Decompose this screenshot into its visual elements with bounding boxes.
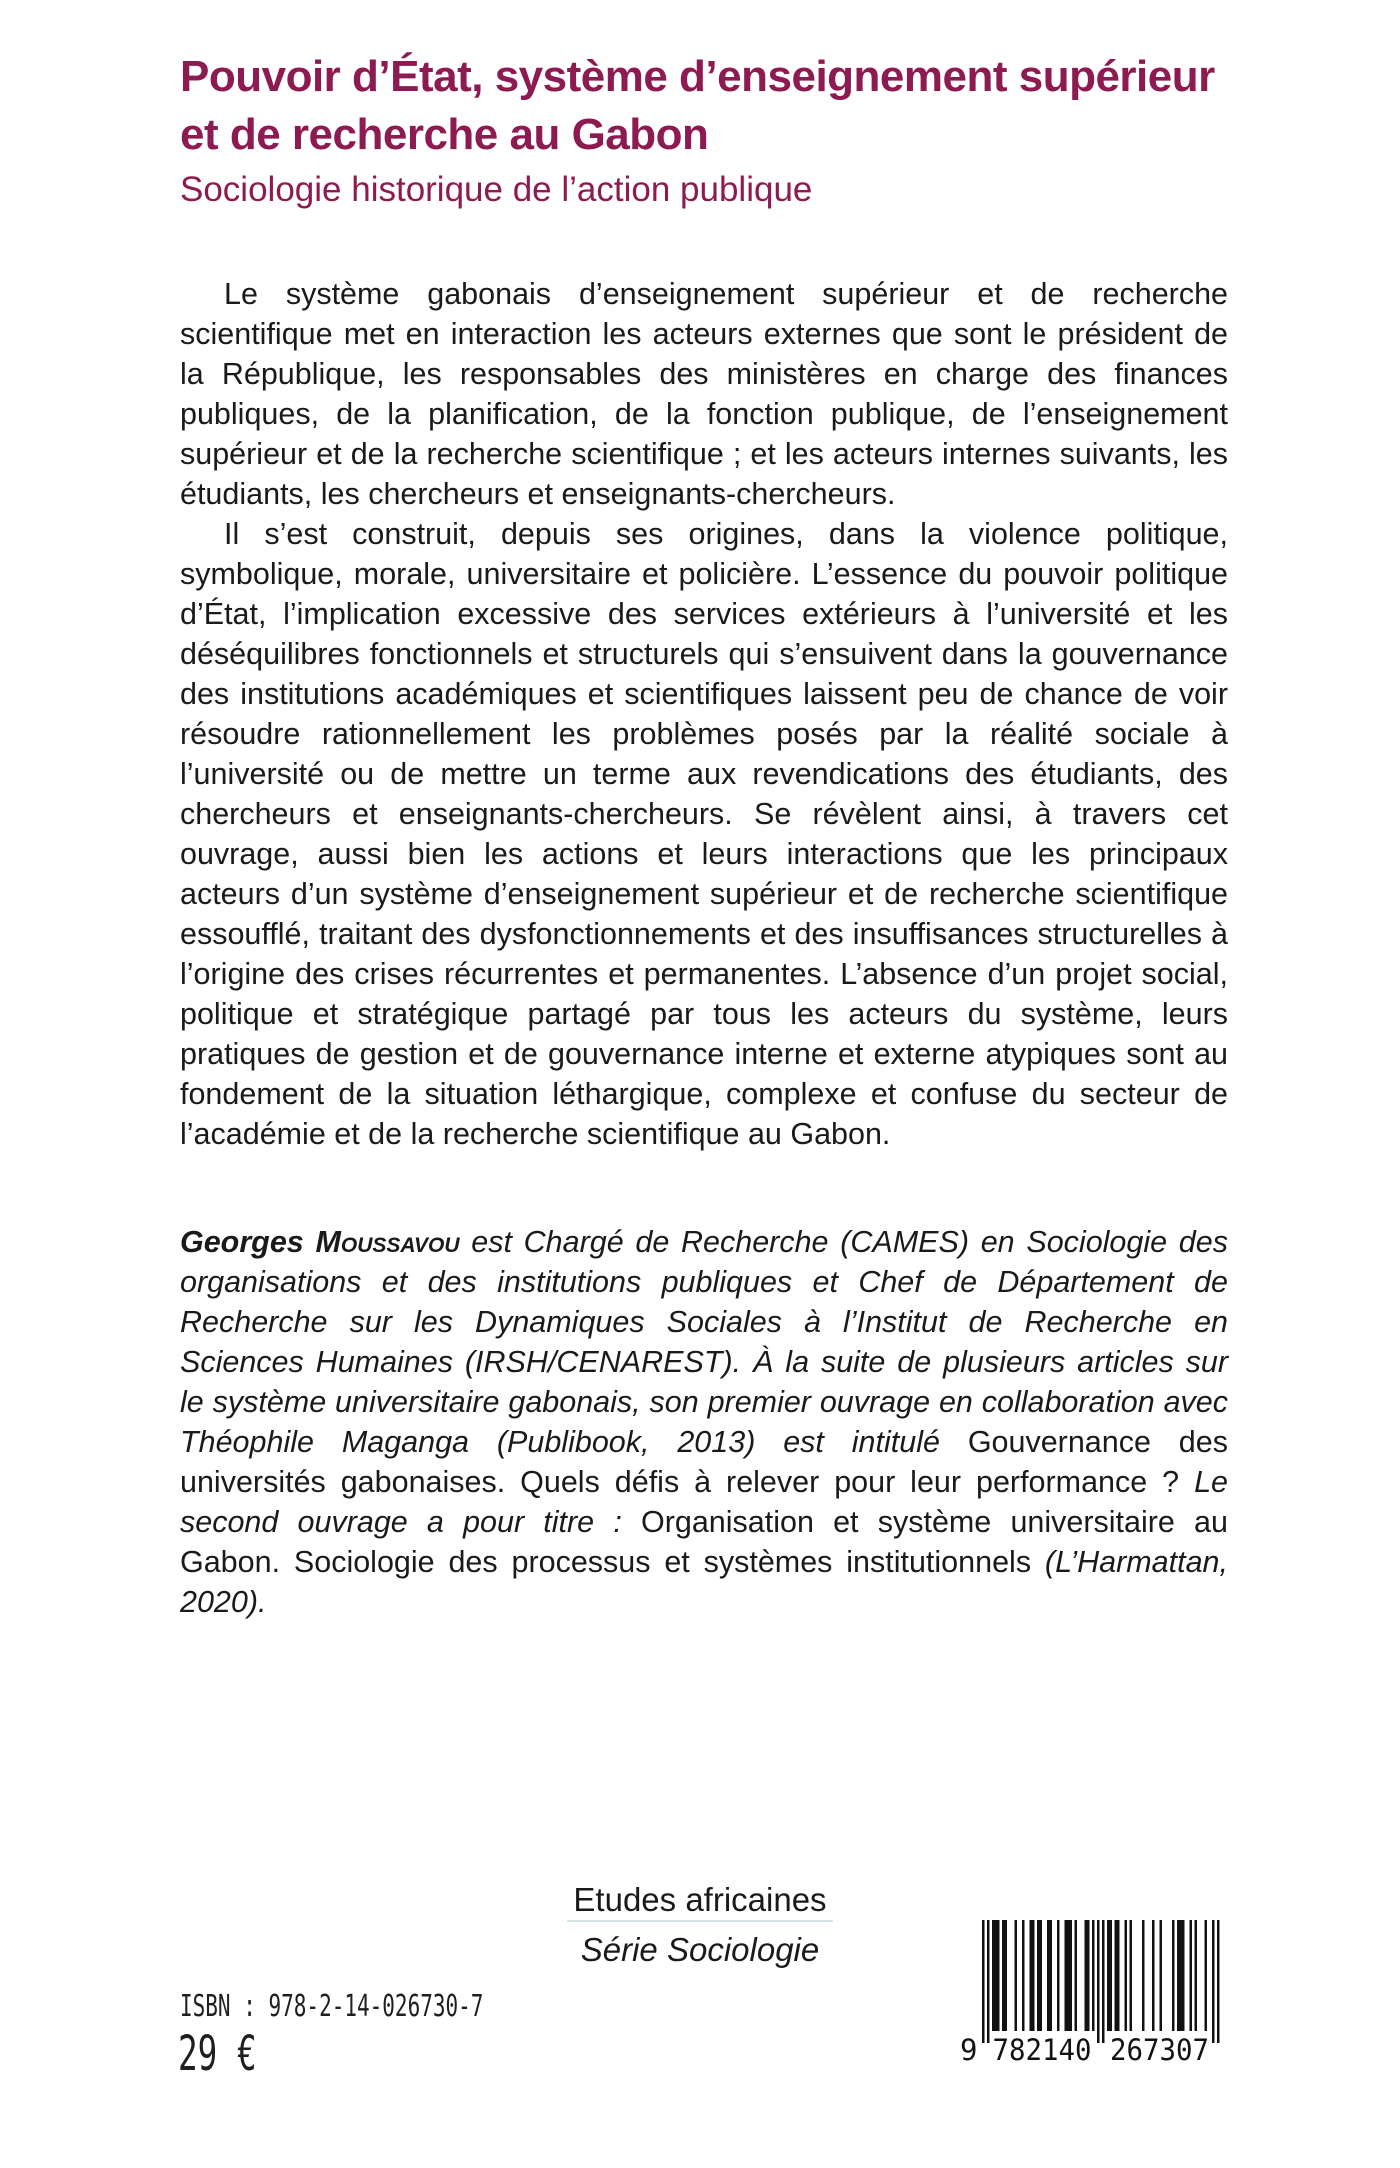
author-last-name: Moussavou <box>315 1225 460 1259</box>
cited-book-title-1: Gouvernance des universités gabonaises. Quels défis à relever pour leur performance ? <box>180 1425 1228 1499</box>
bio-segment-1: est Chargé de Recherche (CAMES) en Sociologie des organisations et des institutions publiques et Chef de Département de Recherche sur les Dynamiques Sociales à l’Institut de Recherche en Sciences Humaines (IRSH/CENAREST). À la suite de plusieurs articles sur le système universitaire gabonais, son premier ouvrage en collaboration avec Théophile Maganga (Publibook, 2013) est intitulé <box>180 1225 1228 1459</box>
collection-name: Etudes africaines <box>567 1882 832 1922</box>
svg-text:267307: 267307 <box>1110 2033 1209 2064</box>
cited-book-title-2: Organisation et système universitaire au Gabon. Sociologie des processus et systèmes institutionnels <box>180 1505 1228 1579</box>
book-title-line1: Pouvoir d’État, système d’enseignement supérieur <box>180 52 1215 101</box>
ean13-barcode <box>960 1920 1222 2064</box>
svg-text:782140: 782140 <box>992 2033 1092 2064</box>
barcode-svg <box>960 1920 1222 2064</box>
price-label: 29 € <box>178 2026 257 2082</box>
bio-segment-2: Le second ouvrage a pour titre : <box>180 1465 1228 1539</box>
author-bio-text <box>180 1222 1228 1622</box>
collection-series: Série Sociologie <box>580 1931 820 1968</box>
author-first-name: Georges <box>180 1225 304 1259</box>
title-block <box>180 48 1228 212</box>
isbn-label: ISBN : 978-2-14-026730-7 <box>180 1989 484 2024</box>
blurb-paragraph-2: Il s’est construit, depuis ses origines, dans la violence politique, symbolique, morale, universitaire et policière. L’essence du pouvoir politique d’État, l’implication excessive des services extérieurs à l’université et les déséquilibres fonctionnels et structurels qui s’ensuivent dans la gouvernance des institutions académiques et scientifiques laissent peu de chance de voir résoudre rationnellement les problèmes posés par la réalité sociale à l’université ou de mettre un terme aux revendications des étudiants, des chercheurs et enseignants-chercheurs. Se révèlent ainsi, à travers cet ouvrage, aussi bien les actions et leurs interactions que les principaux acteurs d’un système d’enseignement supérieur et de recherche scientifique essoufflé, traitant des dysfonctionnements et des insuffisances structurelles à l’origine des crises récurrentes et permanentes. L’absence d’un projet social, politique et stratégique partagé par tous les acteurs du système, leurs pratiques de gestion et de gouvernance interne et externe atypiques sont au fondement de la situation léthargique, complexe et confuse du secteur de l’académie et de la recherche scientifique au Gabon. <box>180 517 1228 1151</box>
blurb-paragraph-1: Le système gabonais d’enseignement supérieur et de recherche scientifique met en interaction les acteurs externes que sont le président de la République, les responsables des ministères en charge des finances publiques, de la planification, de la fonction publique, de l’enseignement supérieur et de la recherche scientifique ; et les acteurs internes suivants, les étudiants, les chercheurs et enseignants-chercheurs. <box>180 277 1228 511</box>
book-subtitle: Sociologie historique de l’action publique <box>180 170 813 209</box>
book-title-line2: et de recherche au Gabon <box>180 110 709 159</box>
svg-text:9: 9 <box>960 2033 978 2064</box>
bio-segment-3: (L’Harmattan, 2020). <box>180 1545 1228 1619</box>
author-bio <box>180 1222 1228 1622</box>
back-cover-blurb <box>180 274 1228 1154</box>
book-title <box>180 48 1228 164</box>
